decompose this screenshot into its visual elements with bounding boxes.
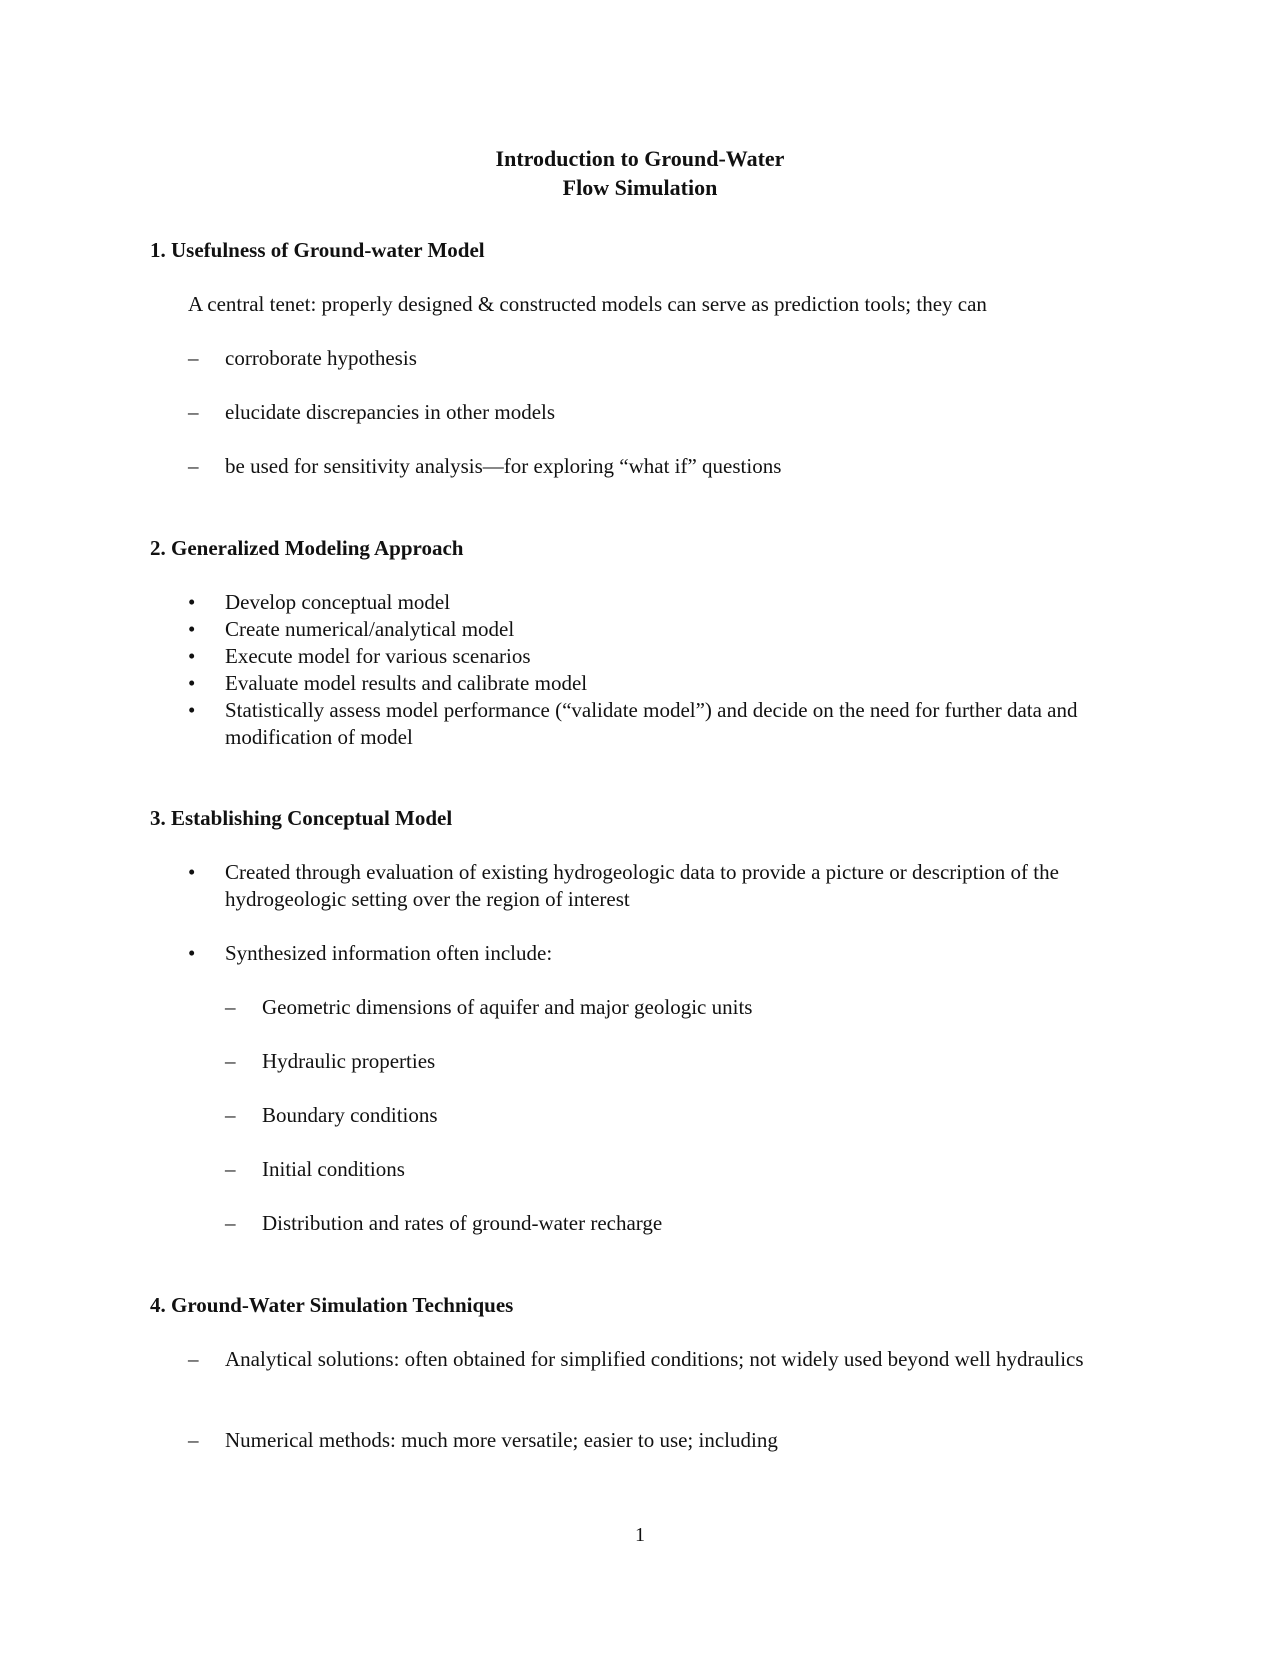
bullet-marker: • xyxy=(188,617,196,641)
section3-heading: 3. Establishing Conceptual Model xyxy=(150,806,453,830)
section1-intro: A central tenet: properly designed & constructed models can serve as prediction tools; they can xyxy=(188,292,987,316)
dash-marker: – xyxy=(225,1049,236,1073)
section1-item-text: corroborate hypothesis xyxy=(225,346,417,370)
bullet-marker: • xyxy=(188,860,196,884)
section4-item-text: Analytical solutions: often obtained for simplified conditions; not widely used beyond well hydraulics xyxy=(225,1347,1084,1371)
section2-heading: 2. Generalized Modeling Approach xyxy=(150,536,464,560)
section3-sub-item-text: Hydraulic properties xyxy=(262,1049,436,1073)
section1-item-text: be used for sensitivity analysis—for exploring “what if” questions xyxy=(225,454,782,478)
section1-item-text: elucidate discrepancies in other models xyxy=(225,400,556,424)
section2-item-text: Statistically assess model performance (“validate model”) and decide on the need for further data and modification of model xyxy=(225,698,1078,749)
section2-item-text: Evaluate model results and calibrate model xyxy=(225,671,588,695)
section3-item-text: Created through evaluation of existing hydrogeologic data to provide a picture or description of the hydrogeologic setting over the region of interest xyxy=(225,860,1059,911)
dash-marker: – xyxy=(188,454,199,478)
page-number: 1 xyxy=(635,1524,645,1546)
section3-sub-item-text: Boundary conditions xyxy=(262,1103,438,1127)
section3-sub-item-text: Distribution and rates of ground-water recharge xyxy=(262,1211,663,1235)
dash-marker: – xyxy=(188,1428,199,1452)
bullet-marker: • xyxy=(188,590,196,614)
bullet-marker: • xyxy=(188,941,196,965)
section1-heading: 1. Usefulness of Ground-water Model xyxy=(150,238,485,262)
section4-heading: 4. Ground-Water Simulation Techniques xyxy=(150,1293,514,1317)
dash-marker: – xyxy=(225,1103,236,1127)
section3-item-text: Synthesized information often include: xyxy=(225,941,553,965)
bullet-marker: • xyxy=(188,644,196,668)
section4-item-text: Numerical methods: much more versatile; easier to use; including xyxy=(225,1428,778,1452)
dash-marker: – xyxy=(188,400,199,424)
dash-marker: – xyxy=(188,1347,199,1371)
section2-item-text: Develop conceptual model xyxy=(225,590,451,614)
bullet-marker: • xyxy=(188,698,196,722)
dash-marker: – xyxy=(225,1211,236,1235)
dash-marker: – xyxy=(188,346,199,370)
doc-title-line1: Introduction to Ground-Water xyxy=(495,146,785,171)
bullet-marker: • xyxy=(188,671,196,695)
section2-item-text: Create numerical/analytical model xyxy=(225,617,515,641)
section3-sub-item-text: Initial conditions xyxy=(262,1157,405,1181)
section2-item-text: Execute model for various scenarios xyxy=(225,644,531,668)
dash-marker: – xyxy=(225,995,236,1019)
section3-sub-item-text: Geometric dimensions of aquifer and major geologic units xyxy=(262,995,753,1019)
dash-marker: – xyxy=(225,1157,236,1181)
doc-title-line2: Flow Simulation xyxy=(562,175,718,200)
